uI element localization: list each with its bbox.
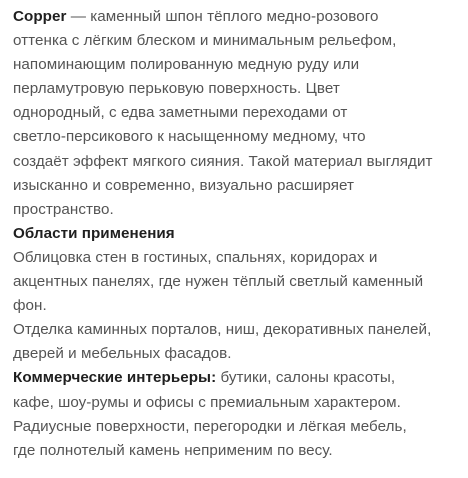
intro-line-9: пространство. xyxy=(13,200,114,218)
applications-line-1: Облицовка стен в гостиных, спальнях, коридорах и xyxy=(13,248,378,266)
intro-line-3: напоминающим полированную медную руду или xyxy=(13,56,360,74)
intro-line-1 xyxy=(13,5,465,29)
intro-line-7: создаёт эффект мягкого сияния. Такой материал выглядит xyxy=(13,152,433,170)
applications-line-3: фон. xyxy=(13,297,47,315)
intro-line-5: однородный, с едва заметными переходами от xyxy=(13,104,348,122)
applications-heading: Области применения xyxy=(13,224,175,242)
intro-line-2: оттенка с лёгким блеском и минимальным рельефом, xyxy=(13,32,397,50)
intro-line-8: изысканно и современно, визуально расширяет xyxy=(13,176,354,194)
applications-line-5: дверей и мебельных фасадов. xyxy=(13,345,232,363)
commercial-line-2: кафе, шоу-румы и офисы с премиальным характером. xyxy=(13,393,401,411)
commercial-label: Коммерческие интерьеры: xyxy=(13,369,217,387)
commercial-line-1 xyxy=(13,366,465,390)
commercial-line-3: Радиусные поверхности, перегородки и лёгкая мебель, xyxy=(13,417,407,435)
material-name: Copper xyxy=(13,8,67,25)
intro-line-4: перламутровую перьковую поверхность. Цвет xyxy=(13,80,340,98)
applications-line-4: Отделка каминных порталов, ниш, декоративных панелей, xyxy=(13,321,432,339)
commercial-line-4: где полнотелый камень неприменим по весу. xyxy=(13,441,333,459)
commercial-text: бутики, салоны красоты, xyxy=(216,369,396,387)
intro-text: — каменный шпон тёплого медно-розового xyxy=(66,8,379,25)
intro-line-6: светло-персикового к насыщенному медному, что xyxy=(13,128,366,146)
applications-line-2: акцентных панелях, где нужен тёплый светлый каменный xyxy=(13,273,424,291)
product-description xyxy=(13,5,465,463)
